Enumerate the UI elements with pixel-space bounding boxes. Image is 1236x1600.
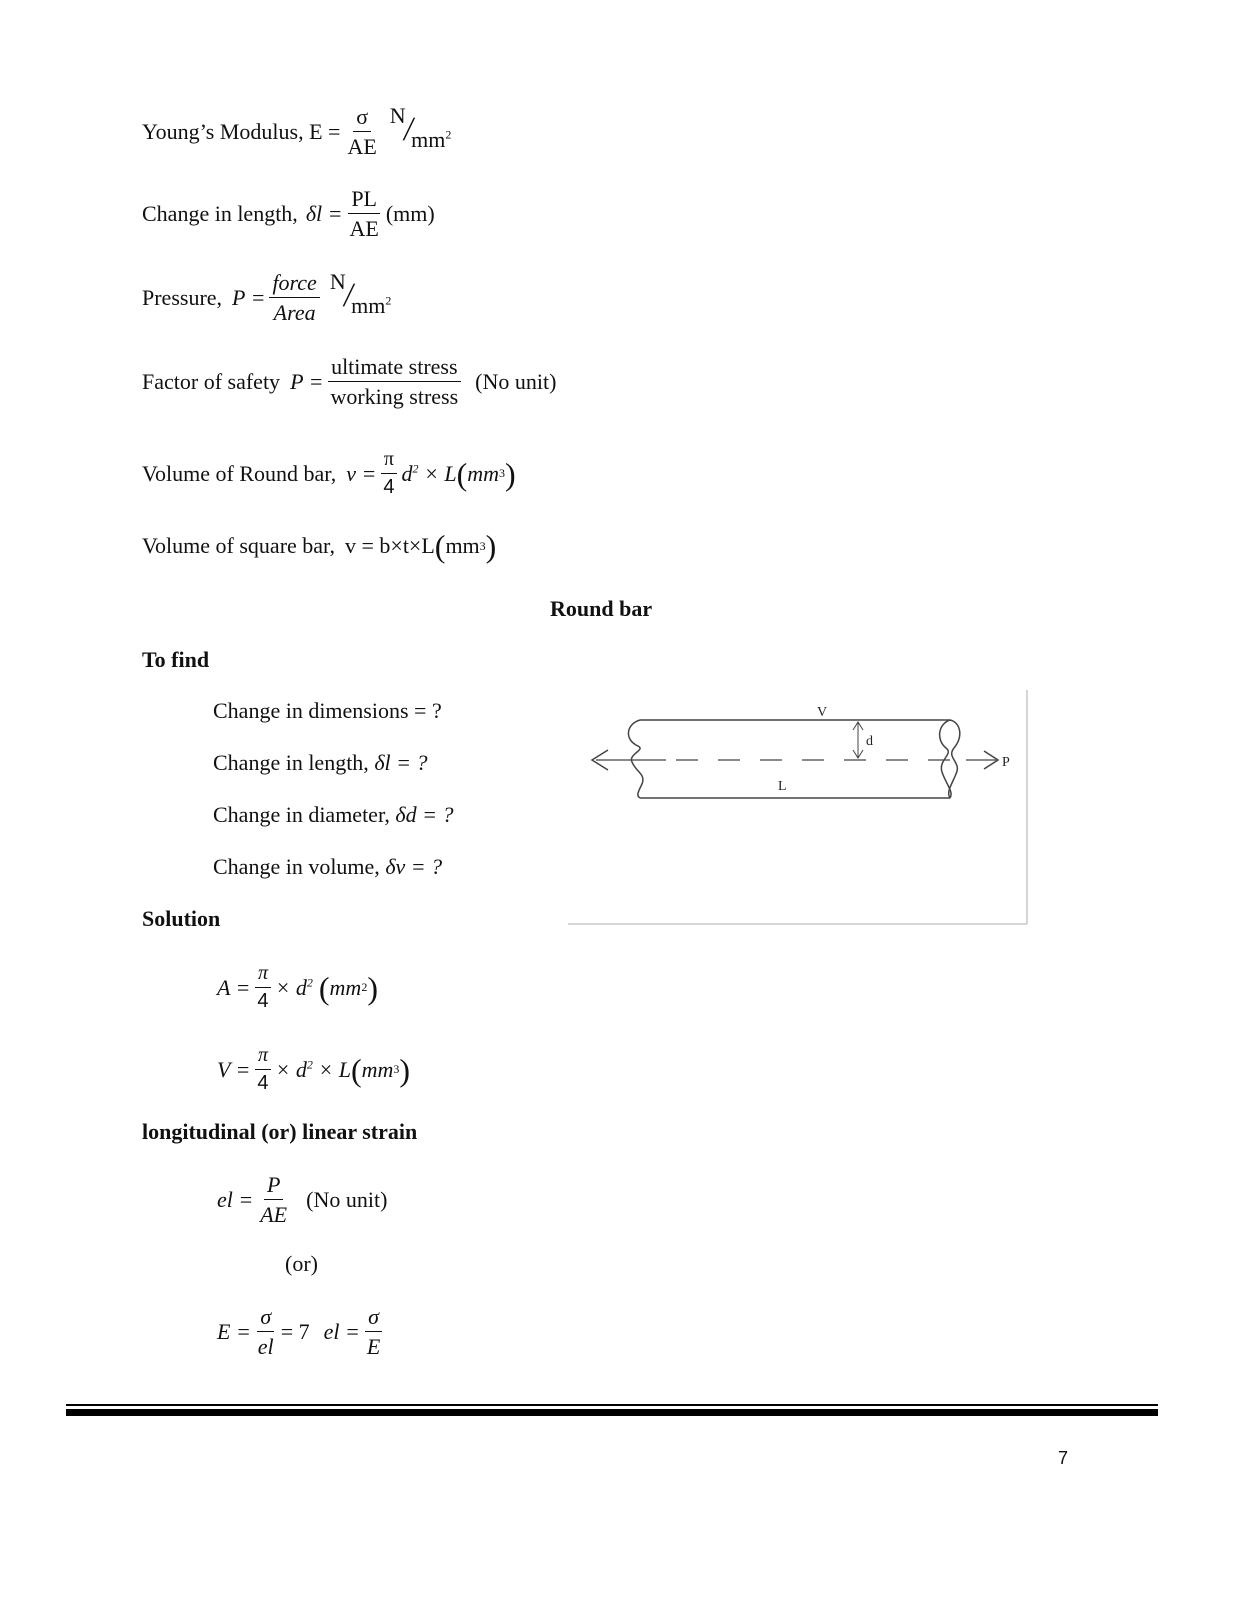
- pressure-symbol: P =: [232, 284, 266, 310]
- to-find-item-dimensions: [213, 698, 442, 724]
- strain-heading: longitudinal (or) linear strain: [142, 1119, 418, 1144]
- vol-round-symbol: v =: [346, 460, 377, 486]
- pressure-unit-n: N: [329, 268, 346, 294]
- fos-symbol: P =: [290, 368, 324, 394]
- to-find-symbol: δv = ?: [385, 854, 443, 879]
- volume-fraction: [254, 1044, 271, 1095]
- strain-formula: [217, 1172, 387, 1228]
- area-formula: A = $\frac{\pi}{4}$ × $d^2$ ( mm 2 ): [217, 962, 378, 1012]
- solution-heading: Solution: [142, 906, 221, 931]
- bar-left-break: [628, 720, 642, 798]
- fos-numerator: ultimate stress: [328, 354, 460, 382]
- area-unit: mm: [329, 974, 362, 1000]
- fos-fraction: [327, 354, 461, 410]
- youngs-label: Young’s Modulus, E =: [142, 118, 341, 144]
- to-find-label: Change in dimensions = ?: [213, 698, 442, 723]
- vol-square-unit: mm: [445, 533, 480, 558]
- to-find-symbol: δd = ?: [395, 802, 454, 827]
- bar-right-break: [949, 720, 960, 798]
- label-d: d: [866, 734, 873, 749]
- pressure-unit: N / $mm^2$: [329, 268, 392, 318]
- volume-times-d: × d: [275, 1056, 307, 1082]
- el2-lhs: el =: [323, 1318, 360, 1344]
- area-fraction: [254, 962, 271, 1013]
- label-l: L: [778, 779, 787, 794]
- page-number: 7: [1058, 1448, 1069, 1468]
- vol-round-times-l: × L: [418, 460, 457, 486]
- volume-square-bar-formula: Volume of square bar, v = b×t×L ( mm 3 ): [142, 528, 497, 564]
- to-find-item-length: [213, 750, 428, 776]
- el2-denominator: E: [366, 1334, 381, 1360]
- to-find-label: Change in length,: [213, 750, 369, 775]
- pressure-label: Pressure,: [142, 284, 223, 310]
- volume-times-l: × L: [312, 1056, 351, 1082]
- change-label: Change in length,: [142, 200, 298, 226]
- label-p: P: [1002, 755, 1010, 770]
- fos-denominator: working stress: [330, 384, 459, 410]
- volume-numerator: π: [255, 1044, 271, 1070]
- youngs-unit-d: mm: [411, 126, 446, 152]
- vol-round-denominator: 4: [383, 476, 395, 498]
- fos-label: Factor of safety: [142, 368, 281, 394]
- volume-formula: V = $\frac{\pi}{4}$ × $d^2 \times L$ ( mm 3 ): [217, 1044, 411, 1094]
- label-v: V: [817, 705, 828, 720]
- volume-lhs: V =: [217, 1056, 251, 1082]
- e-fraction: [255, 1304, 277, 1360]
- strain-unit: (No unit): [306, 1186, 388, 1212]
- vol-round-unit: mm: [467, 460, 500, 486]
- footer-rule-thin: [66, 1404, 1158, 1406]
- round-bar-title: Round bar: [550, 596, 653, 621]
- volume-denominator: 4: [257, 1072, 269, 1094]
- strain-fraction: [257, 1172, 290, 1228]
- area-lhs: A =: [217, 974, 251, 1000]
- e-lhs: E =: [217, 1318, 251, 1344]
- pressure-unit-d: mm: [351, 292, 386, 318]
- youngs-denominator: AE: [347, 134, 377, 160]
- to-find-item-volume: [213, 854, 442, 880]
- vol-round-numerator: π: [381, 448, 397, 474]
- to-find-label: Change in volume,: [213, 854, 380, 879]
- youngs-modulus-formula: [142, 104, 451, 160]
- youngs-fraction: [344, 104, 379, 160]
- vol-round-fraction: [380, 448, 397, 499]
- strain-numerator: P: [264, 1172, 283, 1200]
- or-text: (or): [285, 1251, 318, 1276]
- fos-unit: (No unit): [475, 368, 557, 394]
- to-find-heading: To find: [142, 647, 210, 672]
- volume-unit: mm: [361, 1056, 394, 1082]
- change-numerator: PL: [348, 186, 380, 214]
- to-find-label: Change in diameter,: [213, 802, 390, 827]
- youngs-unit: N / $mm^2$: [389, 102, 452, 152]
- bar-right-break-inner: [940, 720, 951, 798]
- change-unit: (mm): [385, 200, 435, 226]
- to-find-item-diameter: [213, 802, 453, 828]
- change-fraction: [347, 186, 382, 242]
- e-mid: = 7: [280, 1318, 310, 1344]
- footer-rule-thick: [66, 1409, 1158, 1416]
- change-symbol: δl =: [305, 200, 343, 226]
- factor-of-safety-formula: [142, 354, 556, 410]
- to-find-symbol: δl = ?: [374, 750, 428, 775]
- area-times-d: × d: [275, 974, 307, 1000]
- vol-round-d: d: [401, 460, 413, 486]
- el2-fraction: [364, 1304, 383, 1360]
- area-denominator: 4: [257, 990, 269, 1012]
- el2-numerator: σ: [365, 1304, 382, 1332]
- stress-strain-relation: [217, 1304, 387, 1360]
- volume-round-bar-formula: Volume of Round bar, v = $\frac{\pi}{4}$ $d^2 \times L$ ( mm 3 ): [142, 448, 516, 498]
- e-denominator: el: [257, 1334, 274, 1360]
- vol-square-expr: v = b×t×L: [345, 533, 435, 558]
- strain-denominator: AE: [260, 1202, 288, 1228]
- pressure-numerator: force: [269, 270, 319, 298]
- area-numerator: π: [255, 962, 271, 988]
- vol-square-label: Volume of square bar,: [142, 533, 335, 558]
- youngs-unit-n: N: [389, 102, 406, 128]
- strain-lhs: el =: [217, 1186, 254, 1212]
- pressure-fraction: [269, 270, 319, 326]
- e-numerator: σ: [257, 1304, 274, 1332]
- change-in-length-formula: [142, 186, 435, 242]
- pressure-formula: [142, 270, 391, 326]
- change-denominator: AE: [349, 216, 379, 242]
- pressure-denominator: Area: [273, 300, 316, 326]
- round-bar-diagram: [566, 688, 1032, 928]
- vol-round-label: Volume of Round bar,: [142, 460, 337, 486]
- youngs-numerator: σ: [353, 104, 371, 132]
